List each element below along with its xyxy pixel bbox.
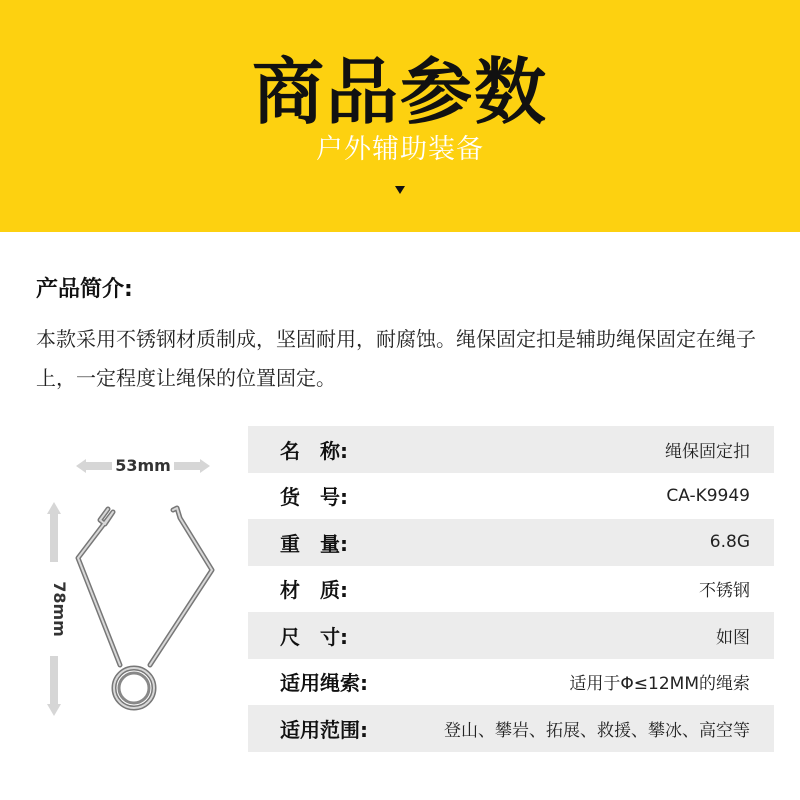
spec-row-usage [248, 705, 774, 752]
spec-value: CA-K9949 [666, 485, 750, 506]
spec-row-item-number [248, 473, 774, 520]
spec-label: 名 称: [280, 438, 348, 463]
height-label: 78mm [50, 581, 69, 637]
intro-text: 本款采用不锈钢材质制成，坚固耐用，耐腐蚀。绳保固定扣是辅助绳保固定在绳子上，一定程度让绳保的位置固定。 [36, 327, 756, 390]
clip-wire [78, 508, 212, 708]
spec-value: 绳保固定扣 [665, 441, 750, 462]
spec-row-weight [248, 519, 774, 566]
page-title: 商品参数 [251, 50, 548, 134]
spec-value: 6.8G [709, 532, 750, 553]
spec-row-size [248, 612, 774, 659]
product-figure [30, 440, 230, 740]
page-subtitle: 户外辅助装备 [316, 134, 484, 165]
spec-value: 适用于Φ≤12MM的绳索 [569, 674, 750, 695]
spec-value: 不锈钢 [699, 581, 750, 602]
spec-value: 登山、攀岩、拓展、救援、攀冰、高空等 [444, 720, 750, 741]
width-label: 53mm [115, 456, 171, 475]
spec-label: 适用范围: [280, 717, 368, 742]
spec-label: 尺 寸: [280, 624, 348, 649]
spec-value: 如图 [716, 627, 750, 648]
intro-heading: 产品简介: [36, 277, 133, 302]
down-arrow-icon [395, 186, 405, 194]
spec-label: 适用绳索: [280, 671, 368, 696]
header-banner [0, 0, 800, 232]
spec-row-material [248, 566, 774, 613]
spec-table [248, 426, 774, 752]
spec-label: 材 质: [280, 578, 348, 603]
spec-row-rope [248, 659, 774, 706]
spec-row-name [248, 426, 774, 473]
spring-clip-image [30, 440, 230, 740]
spec-label: 重 量: [280, 531, 348, 556]
spec-label: 货 号: [280, 485, 348, 510]
